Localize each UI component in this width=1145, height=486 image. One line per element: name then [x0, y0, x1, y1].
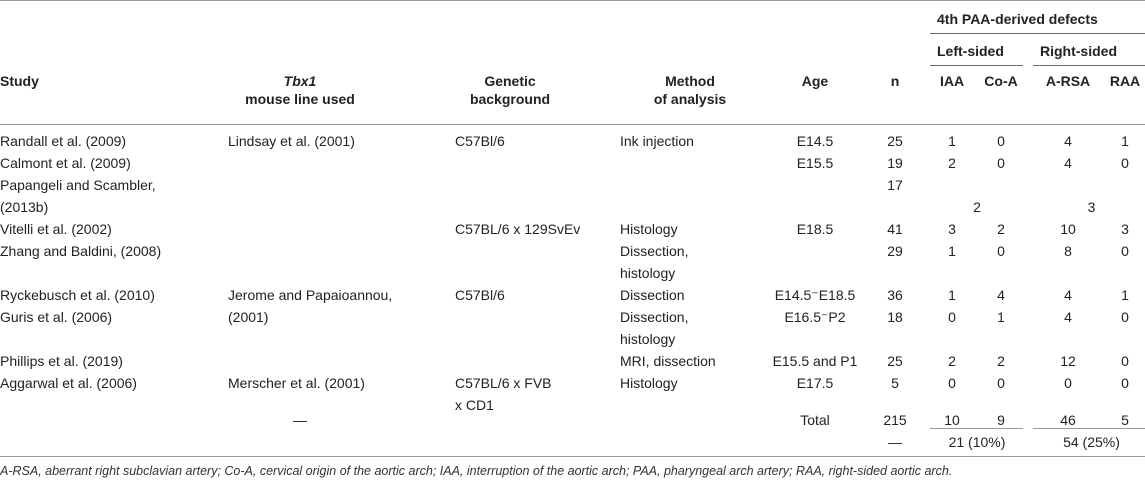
total-line-dash: — [293, 412, 307, 428]
cell-age: E15.5 and P1 [772, 353, 858, 369]
cell-study: Vitelli et al. (2002) [0, 221, 112, 237]
col-header-age: Age [801, 73, 829, 89]
cell-arsa: 8 [1064, 243, 1072, 259]
genetic-label-1: Genetic [484, 73, 536, 89]
cell-coa: 0 [997, 375, 1005, 391]
table-top-rule [0, 0, 1145, 1]
cell-study: Guris et al. (2006) [0, 309, 113, 325]
cell-coa: 1 [997, 309, 1005, 325]
total-right-rule [1033, 428, 1145, 429]
cell-raa: 3 [1121, 221, 1129, 237]
cell-age: E18.5 [796, 221, 834, 237]
cell-method: MRI, dissection [620, 353, 716, 369]
cell-coa: 2 [997, 353, 1005, 369]
cell-study: (2013b) [0, 199, 49, 215]
cell-raa: 1 [1121, 287, 1129, 303]
cell-age: E15.5 [796, 155, 834, 171]
cell-method: Histology [620, 221, 678, 237]
total-raa: 5 [1121, 412, 1129, 428]
cell-method: Histology [620, 375, 678, 391]
cell-raa: 0 [1121, 353, 1129, 369]
col-header-iaa: IAA [939, 73, 965, 89]
cell-raa: 0 [1121, 243, 1129, 259]
cell-arsa: 4 [1064, 133, 1072, 149]
cell-method: histology [620, 265, 676, 281]
total-label: Total [800, 412, 830, 428]
cell-arsa: 10 [1060, 221, 1076, 237]
tbx1-italic: Tbx1 [283, 73, 317, 89]
cell-line: (2001) [228, 309, 269, 325]
cell-study: Calmont et al. (2009) [0, 155, 131, 171]
cell-n: 5 [891, 375, 899, 391]
cell-raa: 0 [1121, 309, 1129, 325]
cell-arsa: 12 [1060, 353, 1076, 369]
cell-method: Dissection [620, 287, 685, 303]
cell-study: Papangeli and Scambler, [0, 177, 156, 193]
cell-arsa: 4 [1064, 155, 1072, 171]
tbx1-line-label: mouse line used [245, 91, 355, 107]
cell-n: 25 [887, 133, 903, 149]
cell-study: Ryckebusch et al. (2010) [0, 287, 155, 303]
total-iaa: 10 [944, 412, 960, 428]
right-sided-rule [1033, 65, 1145, 66]
method-label-2: of analysis [653, 91, 727, 107]
cell-iaa: 3 [948, 221, 956, 237]
col-header-tbx1-line [210, 72, 390, 108]
cell-arsa: 4 [1064, 309, 1072, 325]
col-header-study: Study [0, 73, 39, 89]
total-left-rule [930, 428, 1023, 429]
cell-background: C57Bl/6 [455, 133, 505, 149]
cell-n: 29 [887, 243, 903, 259]
cell-method: Ink injection [620, 133, 694, 149]
cell-n: 36 [887, 287, 903, 303]
cell-n: 25 [887, 353, 903, 369]
table-bottom-rule [0, 456, 1145, 457]
cell-method: Dissection, [620, 243, 689, 259]
table-footnote: A-RSA, aberrant right subclavian artery; Co-A, cervical origin of the aortic arch; IAA, interruption of the aortic arch; PAA, pharyngeal arch artery; RAA, right-sided aortic arch. [0, 464, 953, 478]
summary-left-sided: 21 (10%) [948, 434, 1006, 450]
cell-n: 41 [887, 221, 903, 237]
subgroup-header-left-sided: Left-sided [937, 43, 1004, 59]
cell-arsa: 0 [1064, 375, 1072, 391]
cell-iaa: 0 [948, 375, 956, 391]
cell-background: x CD1 [455, 397, 494, 413]
col-header-coa: Co-A [984, 73, 1018, 89]
summary-right-sided: 54 (25%) [1063, 434, 1120, 450]
total-arsa: 46 [1060, 412, 1076, 428]
cell-iaa: 2 [948, 155, 956, 171]
cell-line: Jerome and Papaioannou, [228, 287, 393, 303]
cell-left-sided-merged: 2 [973, 199, 981, 215]
cell-background: C57Bl/6 [455, 287, 505, 303]
cell-age: E17.5 [796, 375, 834, 391]
left-sided-rule [930, 65, 1023, 66]
cell-coa: 2 [997, 221, 1005, 237]
cell-background: C57BL/6 x FVB [455, 375, 552, 391]
cell-arsa: 4 [1064, 287, 1072, 303]
cell-age: E16.5⁻P2 [784, 309, 846, 325]
cell-line: Lindsay et al. (2001) [228, 133, 355, 149]
cell-age: E14.5 [796, 133, 834, 149]
cell-coa: 0 [997, 155, 1005, 171]
method-label-1: Method [665, 73, 715, 89]
cell-iaa: 2 [948, 353, 956, 369]
cell-line: Merscher et al. (2001) [228, 375, 365, 391]
col-header-genetic-background [420, 72, 600, 108]
cell-coa: 0 [997, 133, 1005, 149]
col-header-method [620, 72, 760, 108]
cell-iaa: 1 [948, 243, 956, 259]
cell-study: Randall et al. (2009) [0, 133, 127, 149]
col-header-n: n [890, 73, 900, 89]
subgroup-header-right-sided: Right-sided [1040, 43, 1117, 59]
cell-iaa: 0 [948, 309, 956, 325]
header-body-rule [0, 124, 1145, 125]
col-header-arsa: A-RSA [1045, 73, 1091, 89]
cell-raa: 0 [1121, 155, 1129, 171]
cell-n: 19 [887, 155, 903, 171]
cell-coa: 4 [997, 287, 1005, 303]
cell-iaa: 1 [948, 133, 956, 149]
cell-right-sided-merged: 3 [1087, 199, 1096, 215]
cell-method: histology [620, 331, 676, 347]
col-header-raa: RAA [1109, 73, 1141, 89]
total-n: 215 [883, 412, 907, 428]
group-header-rule [930, 33, 1145, 34]
cell-iaa: 1 [948, 287, 956, 303]
group-header-4th-paa: 4th PAA-derived defects [937, 11, 1098, 27]
summary-n-dash: — [888, 434, 902, 450]
cell-study: Zhang and Baldini, (2008) [0, 243, 162, 259]
cell-coa: 0 [997, 243, 1005, 259]
cell-raa: 1 [1121, 133, 1129, 149]
cell-study: Aggarwal et al. (2006) [0, 375, 137, 391]
cell-n: 17 [887, 177, 903, 193]
cell-background: C57BL/6 x 129SvEv [455, 221, 581, 237]
cell-method: Dissection, [620, 309, 689, 325]
genetic-label-2: background [469, 91, 551, 107]
cell-study: Phillips et al. (2019) [0, 353, 123, 369]
cell-age: E14.5⁻E18.5 [774, 287, 856, 303]
total-coa: 9 [997, 412, 1005, 428]
cell-n: 18 [887, 309, 903, 325]
cell-raa: 0 [1121, 375, 1129, 391]
